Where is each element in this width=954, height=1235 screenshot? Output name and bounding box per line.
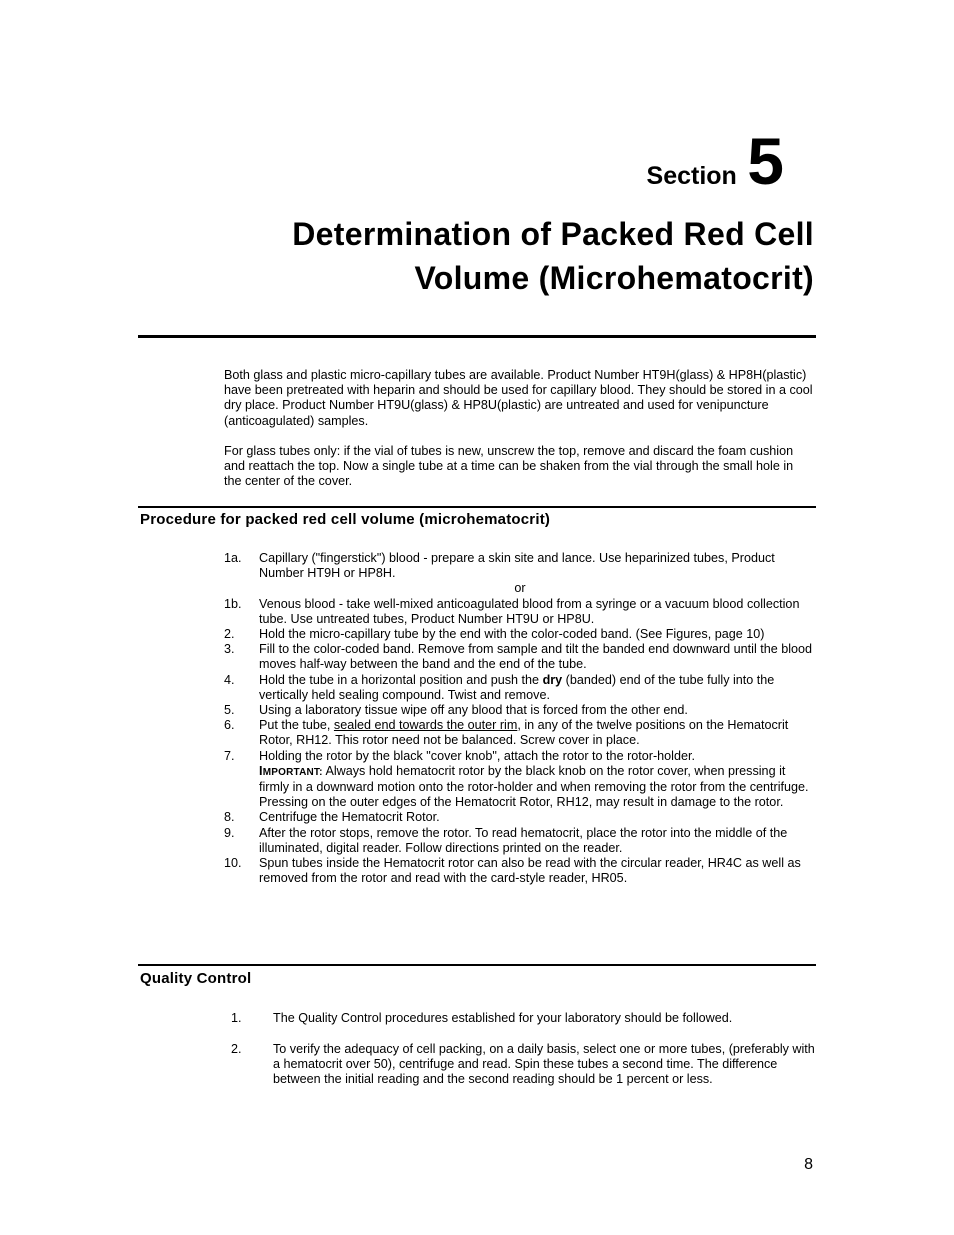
page-title-line1: Determination of Packed Red Cell <box>292 216 814 252</box>
qc-text: The Quality Control procedures established for your laboratory should be followed. <box>273 1011 733 1025</box>
step-text-part: , in any of the twelve positions on the Hematocrit Rotor, RH12. This rotor need not be balanced. Screw cover in place. <box>259 718 789 748</box>
step-text: Fill to the color-coded band. Remove from sample and tilt the banded end downward until the blood moves half-way between the band and the end of the tube. <box>259 642 813 672</box>
list-item <box>224 703 816 718</box>
step-text-part: Put the tube, <box>259 718 334 733</box>
page-title-line2: Volume (Microhematocrit) <box>414 260 814 296</box>
step-number: 1b. <box>224 596 242 611</box>
step-number: 8. <box>224 810 235 825</box>
step-text: Hold the micro-capillary tube by the end with the color-coded band. (See Figures, page 10) <box>259 627 765 642</box>
list-item <box>224 627 816 642</box>
procedure-steps <box>224 551 816 886</box>
important-label-rest: MPORTANT: <box>262 766 323 778</box>
list-item <box>224 718 816 748</box>
intro-paragraph-2: For glass tubes only: if the vial of tubes is new, unscrew the top, remove and discard the foam cushion and reattach the top. Now a single tube at a time can be shaken from the vial through the small hole in the center of the cover. <box>224 444 794 489</box>
or-separator: or <box>514 581 526 596</box>
step-text: Spun tubes inside the Hematocrit rotor can also be read with the circular reader, HR4C as well as removed from the rotor and read with the card-style reader, HR05. <box>259 856 801 886</box>
step-number: 10. <box>224 856 242 871</box>
qc-number: 1. <box>231 1011 242 1025</box>
step-number: 7. <box>224 748 235 763</box>
quality-control-divider <box>138 964 816 966</box>
underlined-text: sealed end towards the outer rim <box>333 718 518 733</box>
step-number: 9. <box>224 825 235 840</box>
page-number: 8 <box>804 1156 813 1173</box>
list-item <box>224 856 816 886</box>
list-item <box>224 597 816 627</box>
qc-text: To verify the adequacy of cell packing, on a daily basis, select one or more tubes, (preferably with a hematocrit over 50), centrifuge and read. Spin these tubes a second time. The difference between the initial reading and the second reading should be 1 percent or less. <box>273 1042 815 1087</box>
list-item <box>224 673 816 703</box>
step-text: After the rotor stops, remove the rotor. To read hematocrit, place the rotor into the middle of the illuminated, digital reader. Follow directions printed on the reader. <box>259 825 788 855</box>
list-item <box>224 810 816 825</box>
list-item <box>224 826 816 856</box>
step-text <box>259 749 816 811</box>
step-text <box>259 718 816 748</box>
important-note: Always hold hematocrit rotor by the black knob on the rotor cover, when pressing it firmly in a downward motion onto the rotor-holder and when removing the rotor from the centrifuge. Pressing on the outer edges of the Hematocrit Rotor, RH12, may result in damage to the rotor. <box>259 763 809 810</box>
list-item <box>224 642 816 672</box>
important-label <box>259 763 323 778</box>
step-number: 3. <box>224 642 235 657</box>
list-item <box>224 749 816 811</box>
procedure-heading: Procedure for packed red cell volume (microhematocrit) <box>140 511 551 528</box>
emphasis-dry: dry <box>542 672 563 687</box>
quality-control-heading: Quality Control <box>140 970 252 987</box>
step-text: Capillary ("fingerstick") blood - prepare a skin site and lance. Use heparinized tubes, Product Number HT9H or HP8H. <box>259 551 775 581</box>
intro-paragraph-1: Both glass and plastic micro-capillary tubes are available. Product Number HT9H(glass) & HP8H(plastic) have been pretreated with heparin and should be used for capillary blood. They should be stored in a cool dry place. Product Number HT9U(glass) & HP8U(plastic) are untreated and used for venipuncture (anticoagulated) samples. <box>224 368 813 428</box>
title-divider <box>138 335 816 338</box>
page-title <box>174 212 814 300</box>
section-label: Section <box>646 162 737 190</box>
step-text-part: Holding the rotor by the black "cover knob", attach the rotor to the rotor-holder. <box>259 748 695 763</box>
step-number: 5. <box>224 703 235 718</box>
step-number: 4. <box>224 672 235 687</box>
list-item <box>224 551 816 581</box>
qc-number: 2. <box>231 1042 242 1056</box>
procedure-divider <box>138 506 816 508</box>
step-text-part: (banded) end of the tube fully into the vertically held sealing compound. Twist and remove. <box>259 672 775 702</box>
important-label-initial: I <box>259 763 263 778</box>
step-text-part: Hold the tube in a horizontal position and push the <box>259 672 543 687</box>
step-text: Venous blood - take well-mixed anticoagulated blood from a syringe or a vacuum blood collection tube. Use untreated tubes, Product Number HT9U or HP8U. <box>259 596 800 626</box>
step-text <box>259 673 816 703</box>
list-item <box>231 1042 816 1088</box>
step-number: 2. <box>224 627 235 642</box>
section-header <box>646 124 784 198</box>
step-text: Centrifuge the Hematocrit Rotor. <box>259 810 440 825</box>
section-number: 5 <box>747 124 784 198</box>
list-item <box>231 1011 816 1026</box>
step-number: 6. <box>224 718 235 733</box>
step-number: 1a. <box>224 551 242 565</box>
step-text: Using a laboratory tissue wipe off any blood that is forced from the other end. <box>259 703 688 718</box>
